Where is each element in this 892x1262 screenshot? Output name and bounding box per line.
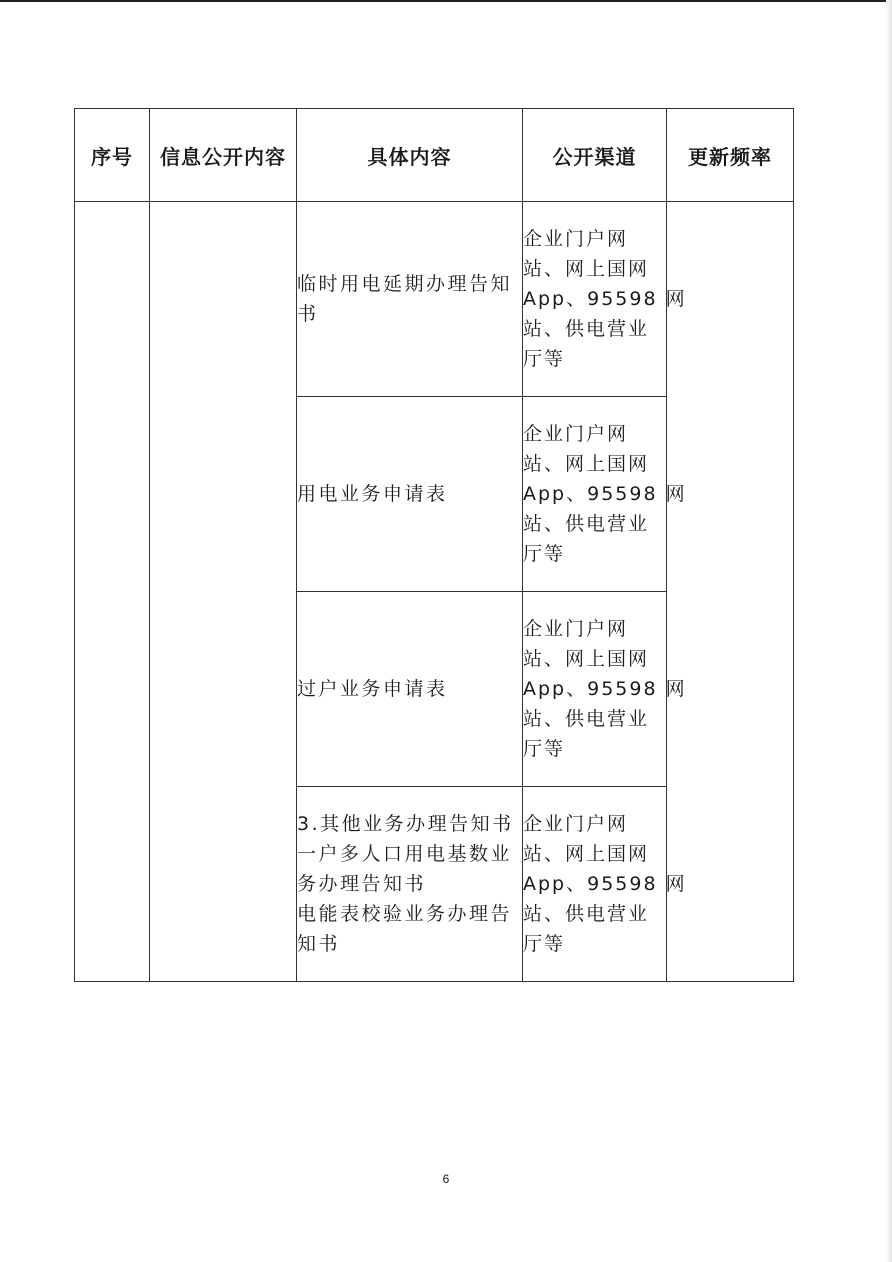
channel-line: App、95598 网 (523, 873, 687, 895)
channel-line: App、95598 网 (523, 288, 687, 310)
serial-cell (75, 202, 150, 982)
channel-line: 站、网上国网 (523, 258, 650, 280)
channel-cell (523, 397, 687, 592)
detail-cell (297, 397, 523, 592)
channel-cell (523, 787, 687, 982)
channel-line: 企业门户网 (523, 423, 629, 445)
page-number: 6 (442, 1172, 450, 1186)
channel-cell (523, 592, 687, 787)
header-detail-content: 具体内容 (297, 109, 523, 202)
channel-line: 厅等 (523, 348, 566, 370)
table-row (75, 202, 794, 397)
detail-cell (297, 592, 523, 787)
header-info-content: 信息公开内容 (150, 109, 297, 202)
info-content-cell (150, 202, 297, 982)
detail-line: 3.其他业务办理告知书 (297, 813, 514, 835)
channel-line: 站、供电营业 (523, 903, 650, 925)
channel-line: 站、供电营业 (523, 708, 650, 730)
detail-line: 书 (297, 303, 319, 325)
frequency-cell (667, 202, 794, 982)
channel-line: 厅等 (523, 933, 566, 955)
detail-line: 过户业务申请表 (297, 678, 448, 700)
channel-cell (523, 202, 687, 397)
detail-line: 务办理告知书 (297, 873, 427, 895)
header-frequency: 更新频率 (667, 109, 794, 202)
disclosure-table (74, 108, 794, 982)
detail-line: 知书 (297, 933, 341, 955)
detail-line: 用电业务申请表 (297, 483, 448, 505)
header-serial: 序号 (75, 109, 150, 202)
page-edge-shadow (886, 0, 892, 1262)
header-channel: 公开渠道 (523, 109, 667, 202)
detail-cell (297, 787, 523, 982)
channel-line: App、95598 网 (523, 678, 687, 700)
channel-line: 企业门户网 (523, 618, 629, 640)
channel-line: 企业门户网 (523, 228, 629, 250)
channel-line: App、95598 网 (523, 483, 687, 505)
channel-line: 站、供电营业 (523, 318, 650, 340)
channel-line: 站、网上国网 (523, 648, 650, 670)
channel-line: 站、网上国网 (523, 843, 650, 865)
table-header-row (75, 109, 794, 202)
detail-cell (297, 202, 523, 397)
detail-line: 临时用电延期办理告知 (297, 273, 513, 295)
channel-line: 企业门户网 (523, 813, 629, 835)
channel-line: 站、网上国网 (523, 453, 650, 475)
channel-line: 厅等 (523, 543, 566, 565)
channel-line: 站、供电营业 (523, 513, 650, 535)
channel-line: 厅等 (523, 738, 566, 760)
top-border-line (0, 0, 892, 2)
detail-line: 电能表校验业务办理告 (297, 903, 513, 925)
detail-line: 一户多人口用电基数业 (297, 843, 513, 865)
